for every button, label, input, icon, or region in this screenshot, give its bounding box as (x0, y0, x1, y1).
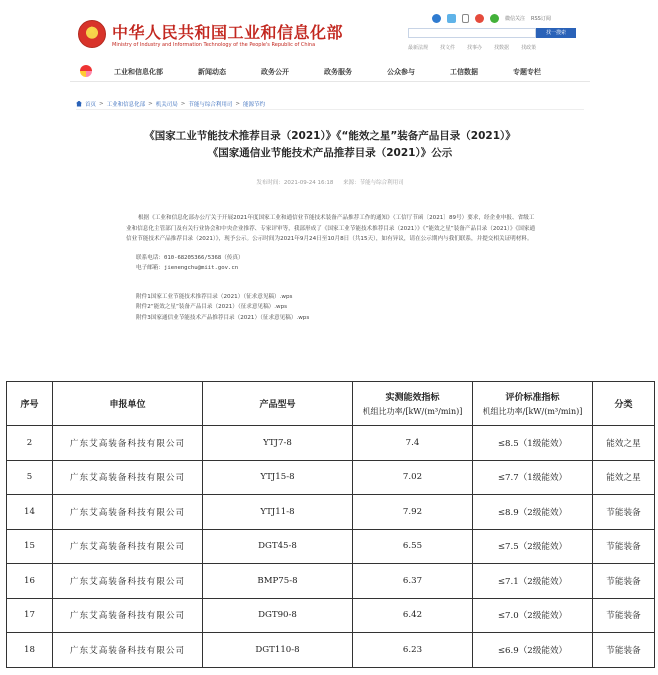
rss-link[interactable]: RSS订阅 (531, 15, 551, 22)
table-row (7, 633, 655, 668)
cell-no: 2 (7, 426, 53, 461)
article-paragraph: 根据《工业和信息化部办公厅关于开展2021年度国家工业和通信业节能技术装备产品推荐工作的通知》（工信厅节函〔2021〕89号）要求，经企业申报、省级工业和信息化主管部门及有关行业协会和中央企业推荐、专家评审等，我部形成了《国家工业节能技术推荐目录（2021）》《“能效之星”装备产品目录（2021）》《国家通信业节能技术产品推荐目录（2021）》，现予公示。公示时间为2021年9月24日至10月8日（共15天），如有异议，请在公示期内与我们联系，并提交相关证明材料。 (126, 215, 536, 242)
cell-category: 节能装备 (593, 633, 655, 668)
cell-company: 广东艾高装备科技有限公司 (53, 495, 203, 530)
table-row (7, 529, 655, 564)
cell-standard: ≤7.0（2级能效） (473, 598, 593, 633)
cell-measured: 7.92 (353, 495, 473, 530)
accessibility-icon[interactable] (432, 14, 441, 23)
nav-item-public-affairs[interactable]: 政务公开 (261, 68, 289, 76)
breadcrumb-item[interactable]: 节能与综合利用司 (188, 101, 233, 108)
mobile-icon[interactable] (447, 14, 456, 23)
site-title: 中华人民共和国工业和信息化部 (112, 23, 344, 42)
cell-model: YTJ7-8 (203, 426, 353, 461)
cell-no: 17 (7, 598, 53, 633)
cell-model: DGT110-8 (203, 633, 353, 668)
cell-model: YTJ11-8 (203, 495, 353, 530)
phone-icon[interactable] (462, 14, 469, 23)
site-subtitle: Ministry of Industry and Information Technology of the People's Republic of China (112, 42, 316, 48)
hot-link[interactable]: 找政策 (521, 45, 537, 51)
wechat-icon[interactable] (490, 14, 499, 23)
article-title (70, 128, 590, 162)
nav-item-services[interactable]: 政务服务 (324, 68, 352, 76)
home-icon (76, 101, 82, 107)
cell-measured: 6.42 (353, 598, 473, 633)
contact-phone: 联系电话：010-68205366/5368（传真） (136, 254, 244, 261)
attachment-list (136, 292, 536, 324)
contact-info (136, 253, 536, 274)
cell-standard: ≤8.9（2级能效） (473, 495, 593, 530)
cell-category: 节能装备 (593, 495, 655, 530)
cell-no: 5 (7, 460, 53, 495)
col-header-standard-title: 评价标准指标 (505, 393, 560, 403)
breadcrumb-item[interactable]: 能源节约 (243, 101, 266, 108)
site-header (70, 0, 590, 58)
article-meta (70, 178, 590, 186)
breadcrumb-item[interactable]: 首页 (85, 101, 97, 108)
table-row (7, 564, 655, 599)
nav-logo-icon (80, 65, 92, 77)
main-nav (70, 62, 590, 82)
col-header-category: 分类 (593, 382, 655, 426)
attachment-link[interactable]: 附件3国家通信业节能技术产品推荐目录（2021）（征求意见稿）.wps (136, 314, 310, 321)
article-title-line: 《国家通信业节能技术产品推荐目录（2021）》公示 (207, 147, 453, 159)
cell-company: 广东艾高装备科技有限公司 (53, 633, 203, 668)
cell-measured: 7.02 (353, 460, 473, 495)
search-button[interactable]: 找一搜索 (536, 28, 576, 38)
attachment-link[interactable]: 附件2“能效之星”装备产品目录（2021）（征求意见稿）.wps (136, 304, 288, 310)
cell-category: 能效之星 (593, 460, 655, 495)
cell-model: YTJ15-8 (203, 460, 353, 495)
nav-item-miit[interactable]: 工业和信息化部 (114, 68, 163, 76)
nav-item-topics[interactable]: 专题专栏 (513, 68, 541, 76)
attachment-link[interactable]: 附件1国家工业节能技术推荐目录（2021）（征求意见稿）.wps (136, 293, 293, 300)
cell-category: 能效之星 (593, 426, 655, 461)
cell-no: 14 (7, 495, 53, 530)
breadcrumb-item[interactable]: 工业和信息化部 (106, 101, 146, 108)
col-header-measured (353, 382, 473, 426)
cell-category: 节能装备 (593, 598, 655, 633)
cell-standard: ≤7.1（2级能效） (473, 564, 593, 599)
cell-company: 广东艾高装备科技有限公司 (53, 529, 203, 564)
weibo-icon[interactable] (475, 14, 484, 23)
table-header-row (7, 382, 655, 426)
table-row (7, 460, 655, 495)
contact-email[interactable]: 电子邮箱：jienengchu@miit.gov.cn (136, 265, 239, 271)
national-emblem-icon (78, 20, 106, 48)
table-row (7, 598, 655, 633)
col-header-standard (473, 382, 593, 426)
header-toolbar (432, 12, 551, 24)
cell-standard: ≤7.7（1级能效） (473, 460, 593, 495)
cell-standard: ≤6.9（2级能效） (473, 633, 593, 668)
hot-link[interactable]: 最新法规 (408, 45, 429, 51)
col-header-company: 申报单位 (53, 382, 203, 426)
col-header-standard-unit: 机组比功率/[kW/(m³/min)] (482, 407, 583, 416)
table-row (7, 495, 655, 530)
cell-no: 16 (7, 564, 53, 599)
cell-company: 广东艾高装备科技有限公司 (53, 460, 203, 495)
cell-model: BMP75-8 (203, 564, 353, 599)
hot-link[interactable]: 找文件 (440, 45, 456, 51)
cell-company: 广东艾高装备科技有限公司 (53, 426, 203, 461)
cell-measured: 6.55 (353, 529, 473, 564)
col-header-measured-title: 实测能效指标 (385, 393, 440, 403)
cell-standard: ≤7.5（2级能效） (473, 529, 593, 564)
article-source: 来源：节能与综合利用司 (343, 180, 404, 186)
website-screenshot (70, 0, 590, 380)
cell-model: DGT90-8 (203, 598, 353, 633)
cell-category: 节能装备 (593, 529, 655, 564)
nav-item-data[interactable]: 工信数据 (450, 68, 478, 76)
cell-no: 15 (7, 529, 53, 564)
wechat-follow-link[interactable]: 微信关注 (505, 15, 526, 22)
col-header-model: 产品型号 (203, 382, 353, 426)
cell-company: 广东艾高装备科技有限公司 (53, 598, 203, 633)
nav-item-participation[interactable]: 公众参与 (387, 68, 415, 76)
article-body (126, 213, 536, 323)
search-input[interactable] (408, 28, 536, 38)
cell-no: 18 (7, 633, 53, 668)
publish-time: 发布时间：2021-09-24 16:18 (256, 180, 334, 186)
nav-item-news[interactable]: 新闻动态 (198, 68, 226, 76)
cell-model: DGT45-8 (203, 529, 353, 564)
cell-measured: 7.4 (353, 426, 473, 461)
cell-category: 节能装备 (593, 564, 655, 599)
cell-standard: ≤8.5（1级能效） (473, 426, 593, 461)
col-header-measured-unit: 机组比功率/[kW/(m³/min)] (362, 407, 463, 416)
hot-link[interactable]: 找事办 (467, 45, 483, 51)
table-row (7, 426, 655, 461)
hot-links (408, 44, 536, 51)
breadcrumb: 首页 > 工业和信息化部 > 机关司局 > 节能与综合利用司 > 能源节约 (76, 98, 584, 110)
article-title-line: 《国家工业节能技术推荐目录（2021）》《“能效之星”装备产品目录（2021）》 (144, 130, 516, 142)
col-header-no: 序号 (7, 382, 53, 426)
cell-measured: 6.23 (353, 633, 473, 668)
hot-link[interactable]: 找数据 (494, 45, 510, 51)
cell-measured: 6.37 (353, 564, 473, 599)
product-table (6, 381, 655, 668)
breadcrumb-item[interactable]: 机关司局 (155, 101, 178, 108)
cell-company: 广东艾高装备科技有限公司 (53, 564, 203, 599)
